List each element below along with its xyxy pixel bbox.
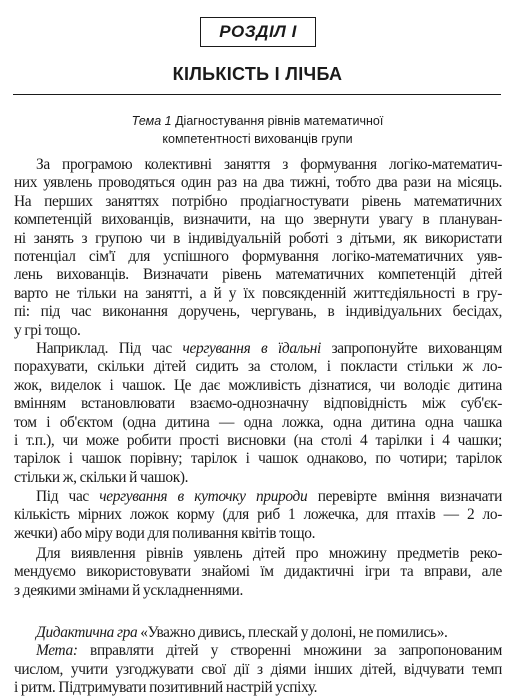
text-line: ні занять з групою чи в індивідуальній роботі з дітьми, як використати	[14, 229, 502, 247]
text-line: стільки ж, скільки й чашок).	[14, 468, 189, 486]
text-line: з деякими змінами й ускладненнями.	[14, 581, 243, 599]
text-line	[14, 340, 502, 358]
text-line: Для виявлення рівнів уявлень дітей про множину предметів реко-	[36, 545, 502, 562]
emphasis-text: чергування в їдальні	[182, 340, 321, 357]
text-run: перевірте вміння визначати	[307, 488, 502, 505]
goal-label: Мета:	[36, 642, 78, 660]
game-label: Дидактична гра	[36, 624, 138, 641]
emphasis-text: чергування в куточку природи	[99, 488, 308, 505]
text-line: компетенцій вихованців, визначити, на що звернути увагу в плануван-	[14, 211, 502, 229]
text-line: і ритм. Підтримувати позитивний настрій успіху.	[14, 679, 318, 697]
text-line: том і об'єктом (одна дитина — одна ложка, одна дитина одна чашка	[14, 413, 502, 431]
text-line: потенціал сім'ї для успішного формування логіко-математичних уяв-	[14, 247, 502, 265]
text-line: порахувати, скільки дітей сидить за столом, і покласти стільки ж ло-	[14, 358, 502, 376]
text-line: і т.п.), чи може робити прості висновки (на столі 4 тарілки і 4 чашки;	[14, 431, 502, 449]
theme-label: Тема 1	[131, 114, 172, 128]
text-line	[14, 642, 502, 660]
text-line	[14, 488, 502, 506]
chapter-label: РОЗДІЛ І	[200, 17, 316, 47]
theme-title-part1: Діагностування рівнів математичної	[175, 114, 384, 128]
paragraph-3	[14, 488, 502, 543]
paragraph-2	[14, 340, 502, 487]
text-line: За програмою колективні заняття з формування логіко-математич-	[36, 156, 502, 173]
text-line: них уявлень проводяться один раз на два тижні, тобто два рази на місяць.	[14, 174, 502, 192]
text-run: Під час	[36, 488, 100, 505]
text-line: тарілок і чашок порівну; тарілок і чашок однаково, по чотири; тарілок	[14, 450, 502, 468]
text-line: у грі тощо.	[14, 321, 81, 339]
text-line: мендуємо використовувати знайомі їм дидактичні ігри та вправи, але	[14, 563, 502, 581]
theme-heading-line2: компетентності вихованців групи	[162, 132, 353, 146]
text-line: жечки) або міру води для поливання квітів тощо.	[14, 524, 316, 542]
game-title: «Уважно дивись, плескай у долоні, не помились».	[140, 624, 448, 641]
text-line: варто не тільки на занятті, а й у їх повсякденній життєдіяльності в гру-	[14, 284, 502, 302]
title-divider	[13, 94, 501, 95]
text-line: кількість мірних ложок корму (для риб 1 ложечка, для птахів — 2 ло-	[14, 506, 502, 524]
theme-heading-line1	[0, 112, 515, 130]
text-line: лень вихованців. Визначати рівень математичних компетенцій дітей	[14, 266, 502, 284]
section-title: КІЛЬКІСТЬ І ЛІЧБА	[172, 64, 343, 84]
text-line: пі: під час виконання доручень, чергувань, в індивідуальних бесідах,	[14, 303, 502, 321]
text-line: жок, виделок і чашок. Це дає можливість дізнатися, чи володіє дитина	[14, 376, 502, 394]
paragraph-1	[14, 156, 502, 340]
text-run: вправляти дітей у створенні множини за запропонованим	[77, 642, 502, 660]
game-title-line	[14, 624, 502, 642]
text-line: числом, учити узгоджувати свої дії з діями інших дітей, відчувати темп	[14, 660, 502, 678]
text-run: запропонуйте вихованцям	[320, 340, 502, 357]
paragraph-4	[14, 545, 502, 600]
text-line: вмінням встановлювати взаємо-однозначну відповідність між суб'єк-	[14, 395, 502, 413]
text-run: Наприклад. Під час	[36, 340, 183, 357]
didactic-game	[14, 624, 502, 698]
text-line: На перших заняттях потрібно продіагностувати рівень математичних	[14, 192, 502, 210]
